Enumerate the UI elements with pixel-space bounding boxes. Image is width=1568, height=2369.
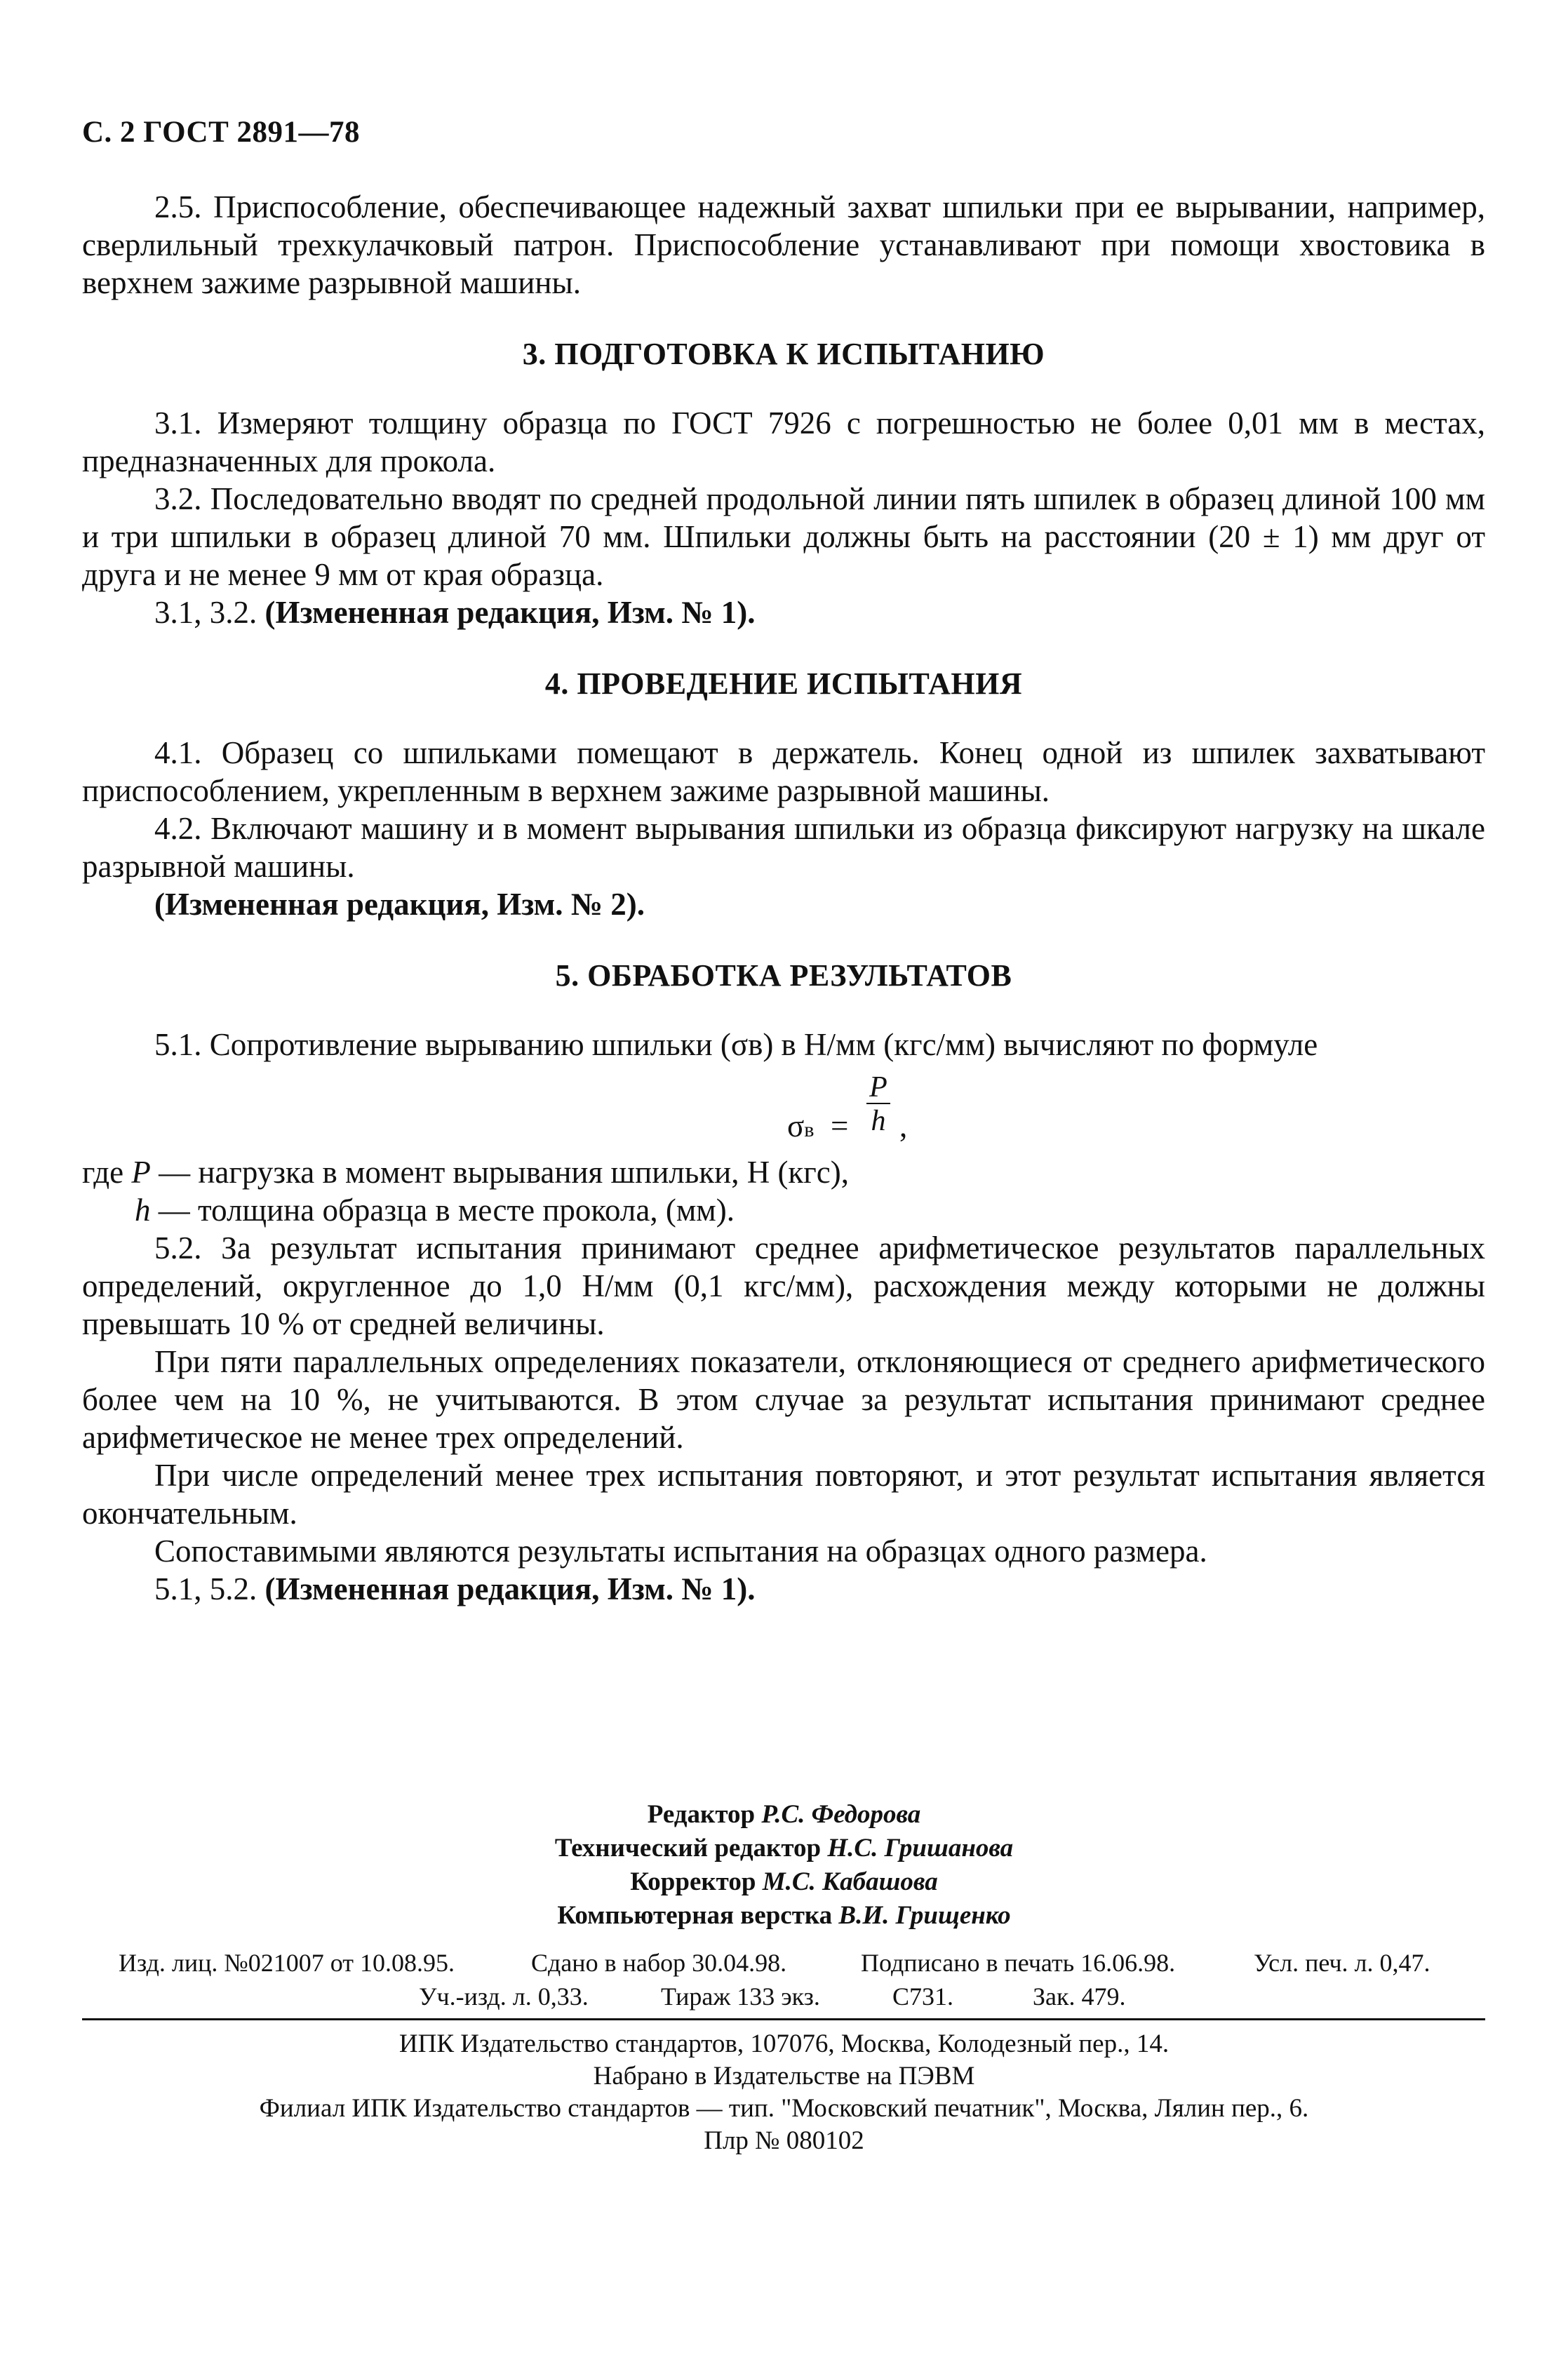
amendment-note-5 bbox=[82, 1570, 1485, 1608]
imprint-code: С731. bbox=[892, 1982, 954, 2011]
imprint-sent: Сдано в набор 30.04.98. bbox=[531, 1949, 787, 1977]
section-5-title: 5. ОБРАБОТКА РЕЗУЛЬТАТОВ bbox=[555, 958, 1012, 993]
imprint-order: Зак. 479. bbox=[1033, 1982, 1126, 2011]
paragraph-4-1: 4.1. Образец со шпильками помещают в держатель. Конец одной из шпилек захватывают приспособлением, укрепленным в верхнем зажиме разрывной машины. bbox=[82, 735, 1485, 808]
amendment-note-3 bbox=[82, 593, 1485, 631]
legend-text-h: — толщина образца в месте прокола, (мм). bbox=[150, 1193, 735, 1228]
imprint-tirazh: Тираж 133 экз. bbox=[661, 1982, 820, 2011]
formula-numerator: P bbox=[869, 1071, 887, 1103]
credit-proofreader: Корректор М.С. Кабашова bbox=[630, 1867, 938, 1896]
legend-p bbox=[82, 1153, 1485, 1191]
amendment-text: (Измененная редакция, Изм. № 1). bbox=[264, 1571, 756, 1606]
paragraph-2-5: 2.5. Приспособление, обеспечивающее надежный захват шпильки при ее вырывании, например, сверлильный трехкулачковый патрон. Приспособление устанавливают при помощи хвостовика в верхнем зажиме разрывной машины. bbox=[82, 189, 1485, 300]
section-4-title: 4. ПРОВЕДЕНИЕ ИСПЫТАНИЯ bbox=[544, 666, 1023, 701]
imprint-signed: Подписано в печать 16.06.98. bbox=[861, 1949, 1176, 1977]
paragraph-5-2-c: При числе определений менее трех испытания повторяют, и этот результат испытания является окончательным. bbox=[82, 1458, 1485, 1531]
paragraph-5-2-d: Сопоставимыми являются результаты испытания на образцах одного размера. bbox=[154, 1534, 1207, 1569]
imprint-uch: Уч.-изд. л. 0,33. bbox=[419, 1982, 589, 2011]
imprint-usl: Усл. печ. л. 0,47. bbox=[1254, 1949, 1430, 1977]
formula-lhs: σв bbox=[787, 1108, 815, 1143]
legend-prefix: где bbox=[82, 1155, 132, 1190]
paragraph-5-2: 5.2. За результат испытания принимают среднее арифметическое результатов параллельных определений, округленное до 1,0 Н/мм (0,1 кгс/мм), расхождения между которыми не должны превышать 10 % от средней величины. bbox=[82, 1230, 1485, 1341]
divider-line bbox=[82, 2018, 1485, 2020]
publisher-line-1: ИПК Издательство стандартов, 107076, Москва, Колодезный пер., 14. bbox=[398, 2029, 1170, 2058]
credit-tech-editor: Технический редактор Н.С. Гришанова bbox=[554, 1834, 1014, 1863]
paragraph-5-1: 5.1. Сопротивление вырыванию шпильки (σв) в Н/мм (кгс/мм) вычисляют по формуле bbox=[154, 1027, 1318, 1062]
credit-editor: Редактор Р.С. Федорова bbox=[647, 1800, 921, 1829]
publisher-line-3: Филиал ИПК Издательство стандартов — тип. "Московский печатник", Москва, Лялин пер., 6. bbox=[259, 2094, 1309, 2123]
formula-denominator: h bbox=[871, 1105, 886, 1137]
publisher-line-4: Плр № 080102 bbox=[704, 2126, 864, 2155]
page-header: С. 2 ГОСТ 2891—78 bbox=[82, 116, 361, 149]
amendment-ref: 3.1, 3.2. bbox=[154, 595, 265, 630]
section-3-title: 3. ПОДГОТОВКА К ИСПЫТАНИЮ bbox=[522, 337, 1045, 371]
amendment-ref: 5.1, 5.2. bbox=[154, 1571, 265, 1606]
formula bbox=[82, 1072, 1485, 1142]
formula-comma: , bbox=[899, 1108, 908, 1143]
paragraph-3-1: 3.1. Измеряют толщину образца по ГОСТ 7926 с погрешностью не более 0,01 мм в местах, предназначенных для прокола. bbox=[82, 405, 1485, 478]
paragraph-3-2: 3.2. Последовательно вводят по средней продольной линии пять шпилек в образец длиной 100 мм и три шпильки в образец длиной 70 мм. Шпильки должны быть на расстоянии (20 ± 1) мм друг от друга и не менее 9 мм от края образца. bbox=[82, 481, 1485, 592]
legend-h bbox=[82, 1191, 1485, 1229]
legend-var-p: P bbox=[131, 1155, 151, 1190]
paragraph-4-2: 4.2. Включают машину и в момент вырывания шпильки из образца фиксируют нагрузку на шкале разрывной машины. bbox=[82, 811, 1485, 884]
imprint-block bbox=[82, 1946, 1485, 2013]
document-body bbox=[82, 188, 1485, 1608]
amendment-note-4: (Измененная редакция, Изм. № 2). bbox=[154, 887, 645, 922]
legend-var-h: h bbox=[135, 1193, 151, 1228]
legend-text-p: — нагрузка в момент вырывания шпильки, Н (кгс), bbox=[150, 1155, 849, 1190]
publisher-line-2: Набрано в Издательстве на ПЭВМ bbox=[593, 2062, 975, 2091]
formula-equals: = bbox=[831, 1108, 849, 1143]
amendment-text: (Измененная редакция, Изм. № 1). bbox=[264, 595, 756, 630]
formula-lhs-subscript: в bbox=[804, 1118, 815, 1141]
credit-layout: Компьютерная верстка В.И. Грищенко bbox=[557, 1901, 1011, 1930]
credits-block bbox=[0, 1798, 1568, 1933]
paragraph-5-2-b: При пяти параллельных определениях показатели, отклоняющиеся от среднего арифметического более чем на 10 %, не учитываются. В этом случае за результат испытания принимают среднее арифметическое не менее трех определений. bbox=[82, 1344, 1485, 1455]
formula-fraction bbox=[864, 1072, 892, 1138]
publisher-block bbox=[0, 2028, 1568, 2157]
imprint-license: Изд. лиц. №021007 от 10.08.95. bbox=[119, 1949, 455, 1977]
